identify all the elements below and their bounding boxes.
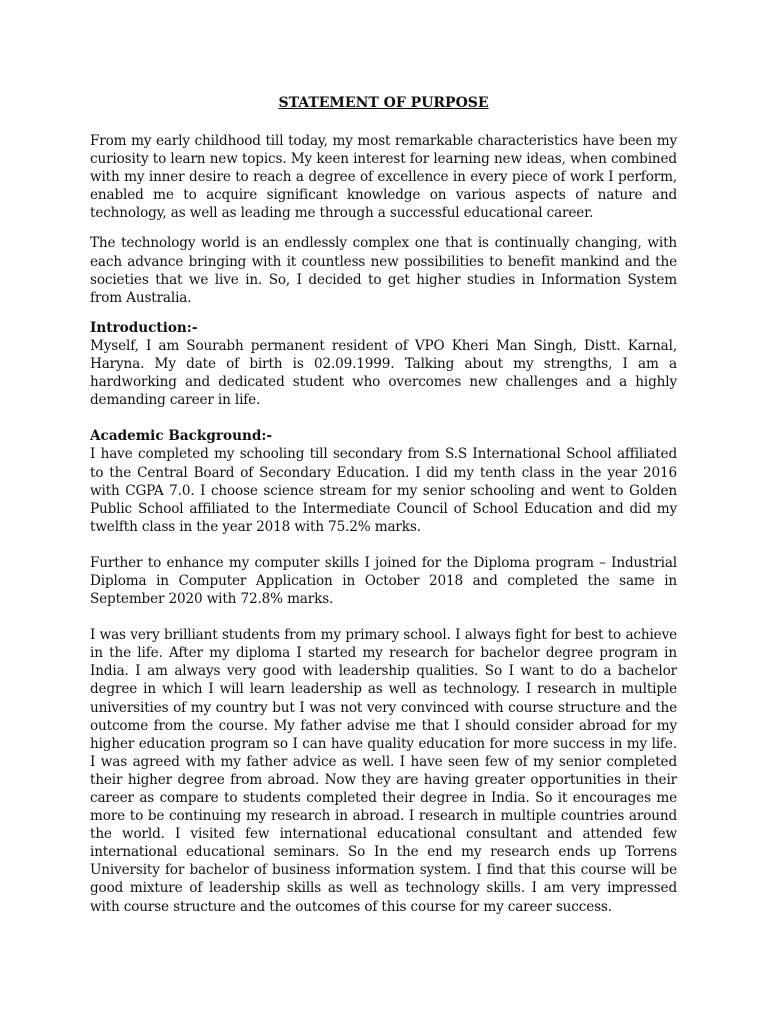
document-title: STATEMENT OF PURPOSE (278, 95, 489, 111)
spacer (90, 608, 677, 626)
spacer (90, 536, 677, 554)
document-page (90, 93, 677, 916)
spacer (90, 409, 677, 427)
introduction-heading: Introduction:- (90, 319, 198, 336)
spacer (90, 307, 677, 319)
paragraph-motivation: I was very brilliant students from my primary school. I always fight for best to achieve in the life. After my diploma I started my research for bachelor degree program in India. I am always very good with leadership qualities. So I want to do a bachelor degree in which I will learn leadership as well as technology. I research in multiple universities of my country but I was not very convinced with course structure and the outcome from the course. My father advise me that I should consider abroad for my higher education program so I can have quality education for more success in my life. I was agreed with my father advice as well. I have seen few of my senior completed their higher degree from abroad. Now they are having greater opportunities in their career as compare to students completed their degree in India. So it encourages me more to be continuing my research in abroad. I research in multiple countries around the world. I visited few international educational consultant and attended few international educational seminars. So In the end my research ends up Torrens University for bachelor of business information system. I find that this course will be good mixture of leadership skills as well as technology skills. I am very impressed with course structure and the outcomes of this course for my career success. (90, 627, 677, 915)
spacer (90, 222, 677, 234)
academic-background-heading: Academic Background:- (90, 428, 273, 445)
paragraph-academic-background: I have completed my schooling till secondary from S.S International School affiliated to the Central Board of Secondary Education. I did my tenth class in the year 2016 with CGPA 7.0. I choose science stream for my senior schooling and went to Golden Public School affiliated to the Intermediate Council of School Education and did my twelfth class in the year 2018 with 75.2% marks. (90, 446, 677, 535)
paragraph-diploma: Further to enhance my computer skills I joined for the Diploma program – Industrial Diploma in Computer Application in October 2018 and completed the same in September 2020 with 72.8% marks. (90, 554, 677, 608)
paragraph-opening: From my early childhood till today, my most remarkable characteristics have been my curiosity to learn new topics. My keen interest for learning new ideas, when combined with my inner desire to reach a degree of excellence in every piece of work I perform, enabled me to acquire significant knowledge on various aspects of nature and technology, as well as leading me through a successful educational career. (90, 133, 677, 222)
paragraph-introduction: Myself, I am Sourabh permanent resident of VPO Kheri Man Singh, Distt. Karnal, Haryna. My date of birth is 02.09.1999. Talking about my strengths, I am a hardworking and dedicated student who overcomes new challenges and a highly demanding career in life. (90, 337, 677, 409)
paragraph-technology: The technology world is an endlessly complex one that is continually changing, with each advance bringing with it countless new possibilities to benefit mankind and the societies that we live in. So, I decided to get higher studies in Information System from Australia. (90, 235, 677, 306)
